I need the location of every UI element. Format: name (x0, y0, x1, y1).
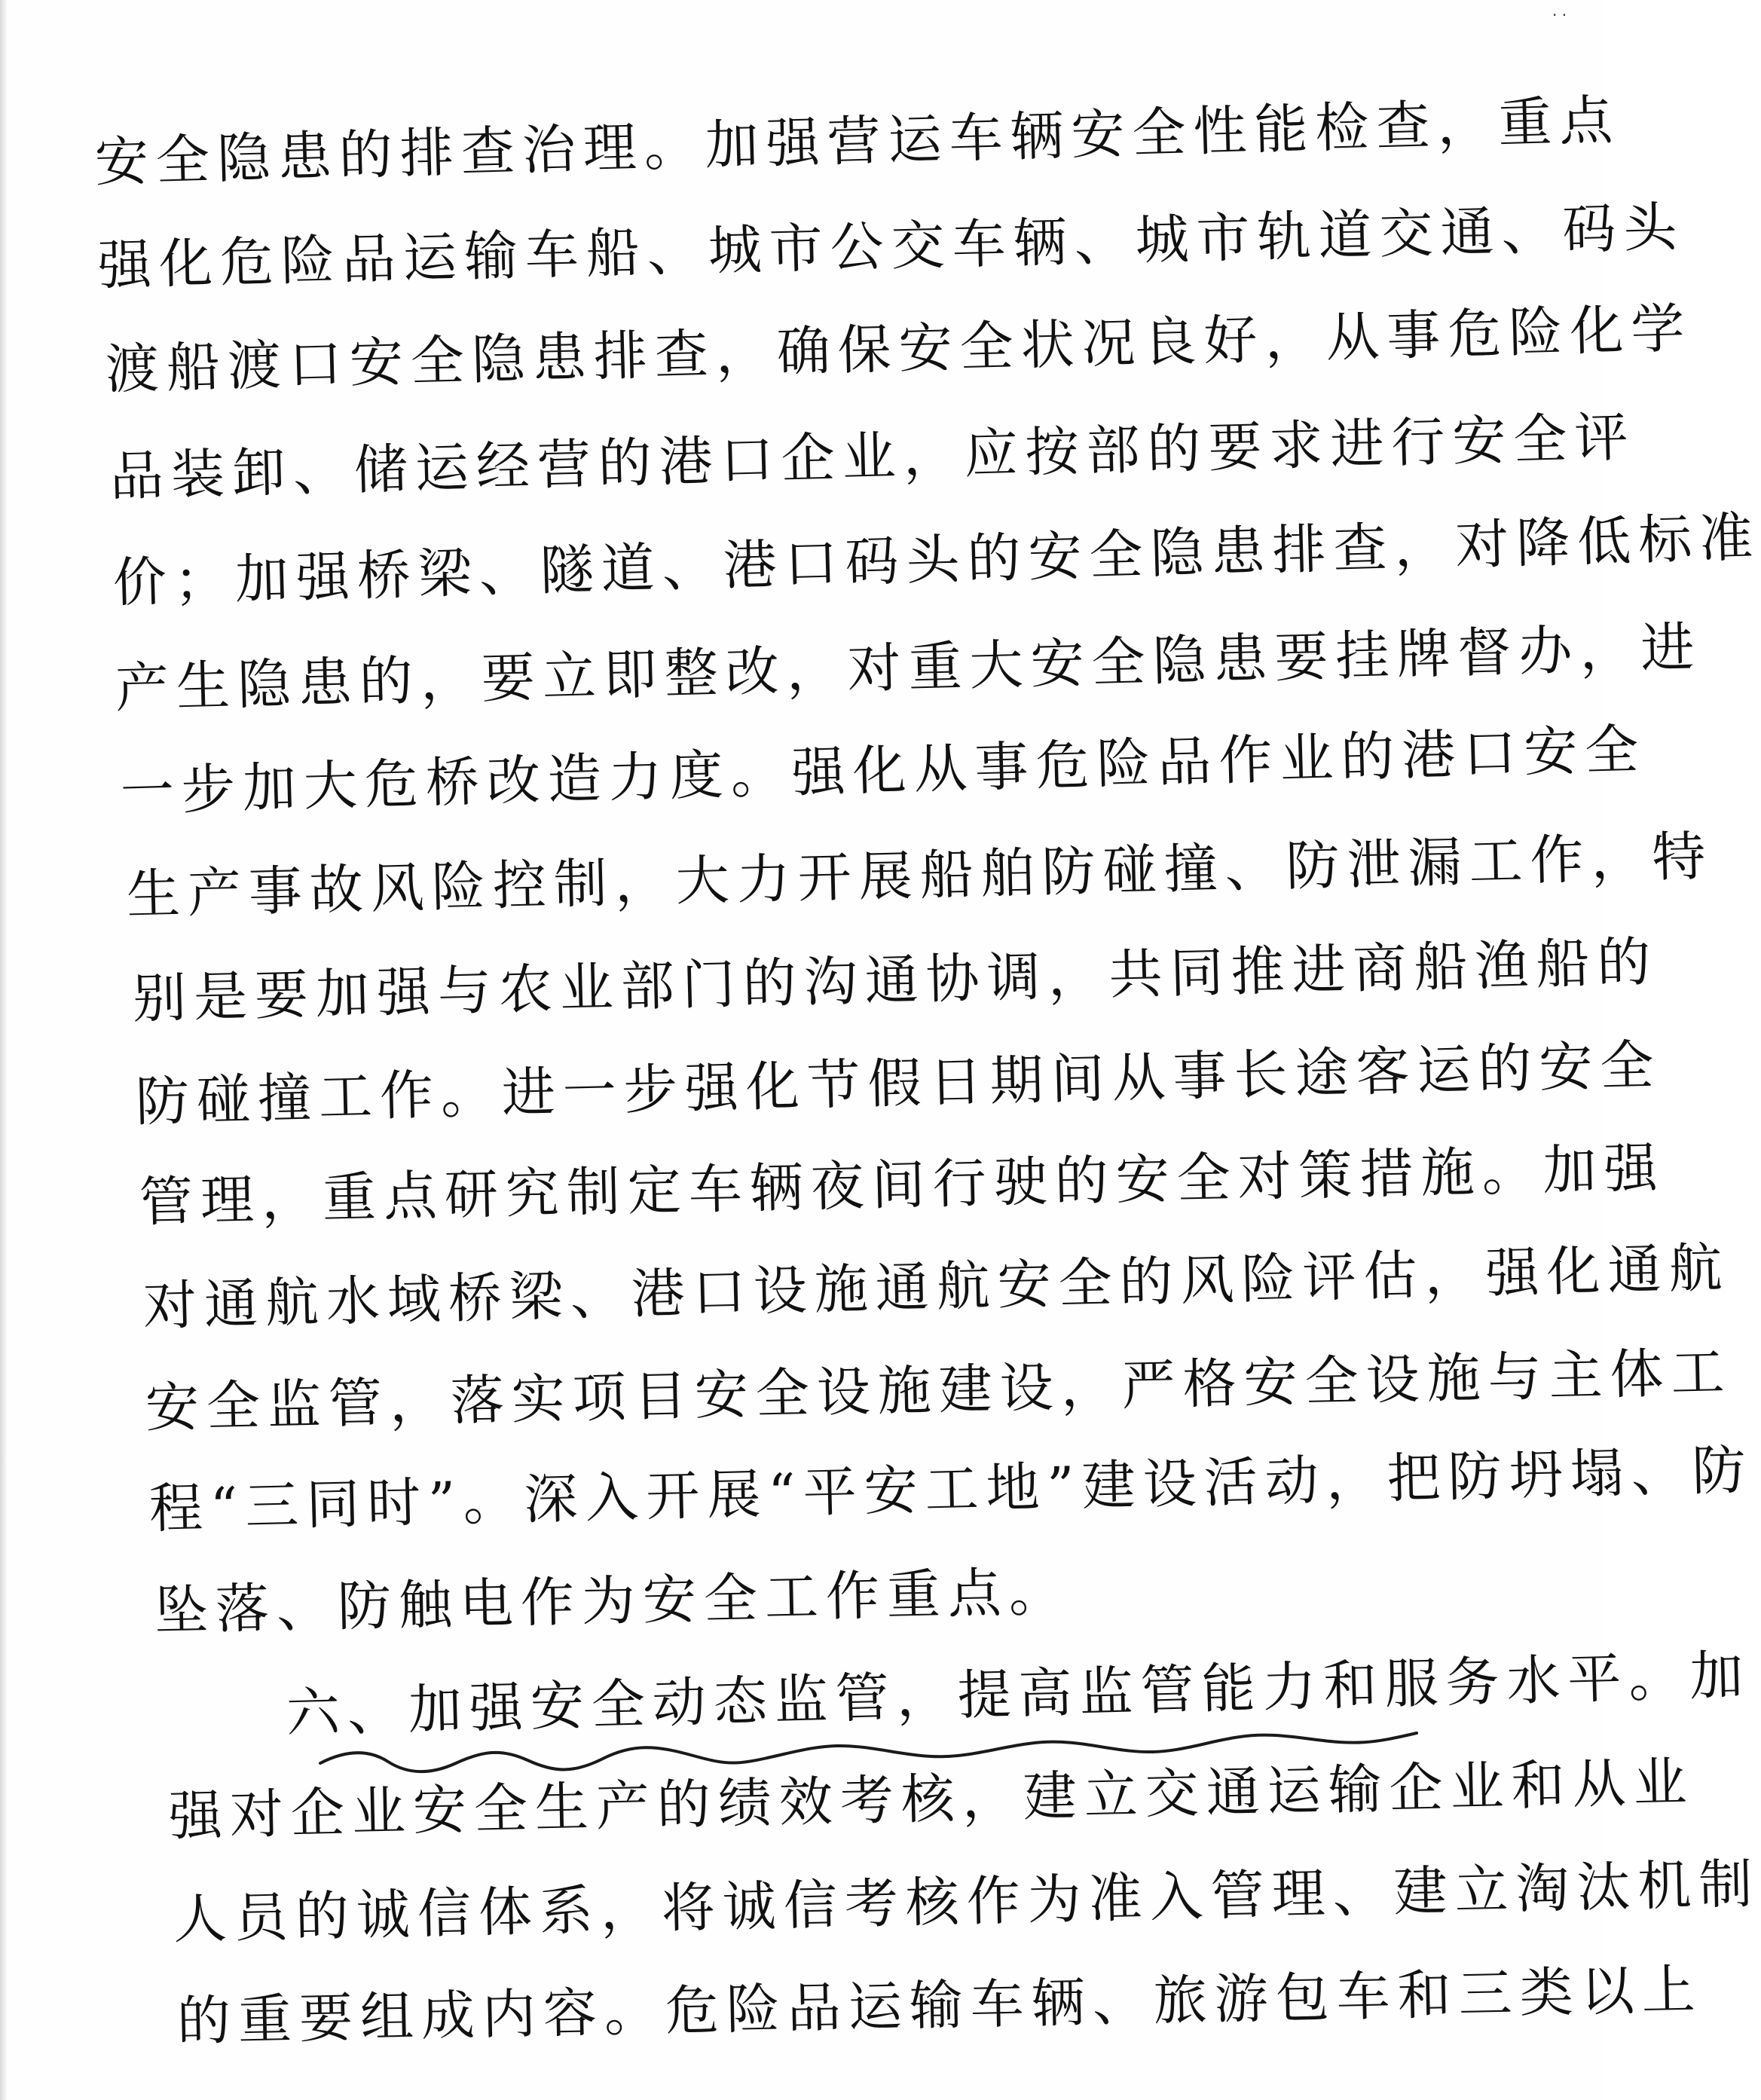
section-heading-line: 六、加强安全动态监管，提高监管能力和服务水平。加 (285, 1643, 1752, 1744)
scan-speck: · · (1552, 6, 1567, 24)
text-line: 防碰撞工作。进一步强化节假日期间从事长途客运的安全 (134, 1033, 1662, 1133)
text-line: 安全监管，落实项目安全设施建设，严格安全设施与主体工 (145, 1340, 1733, 1439)
text-line: 生产事故风险控制，大力开展船舶防碰撞、防泄漏工作，特 (125, 824, 1714, 926)
page-edge-shadow (0, 0, 8, 2100)
text-line: 强对企业安全生产的绩效考核，建立交通运输企业和从业 (168, 1750, 1695, 1848)
text-line: 别是要加强与农业部门的沟通协调，共同推进商船渔船的 (131, 930, 1659, 1030)
text-line: 程“三同时”。深入开展“平安工地”建设活动，把防坍塌、防 (148, 1438, 1754, 1540)
text-line: 管理，重点研究制定车辆夜间行驶的安全对策措施。加强 (139, 1136, 1666, 1233)
text-line: 坠落、防触电作为安全工作重点。 (154, 1560, 1071, 1642)
text-line: 产生隐患的，要立即整改，对重大安全隐患要挂牌督办，进 (114, 615, 1703, 720)
text-line: 一步加大危桥改造力度。强化从事危险品作业的港口安全 (119, 717, 1647, 823)
text-line: 品装卸、储运经营的港口企业，应按部的要求进行安全评 (109, 405, 1637, 508)
text-line: 的重要组成内容。危险品运输车辆、旅游包车和三类以上 (176, 1958, 1704, 2053)
text-line: 渡船渡口安全隐患排查，确保安全状况良好，从事危险化学 (104, 296, 1693, 401)
text-line: 强化危险品运输车船、城市公交车辆、城市轨道交通、码头 (96, 195, 1686, 297)
handwritten-underline (316, 1710, 1447, 1778)
text-line: 人员的诚信体系，将诚信考核作为准入管理、建立淘汰机制 (173, 1852, 1761, 1951)
text-line: 价；加强桥梁、隧道、港口码头的安全隐患排查，对降低标准 (112, 505, 1761, 614)
text-line: 对通航水域桥梁、港口设施通航安全的风险评估，强化通航 (142, 1236, 1731, 1337)
text-line: 安全隐患的排查治理。加强营运车辆安全性能检查，重点 (93, 88, 1622, 194)
